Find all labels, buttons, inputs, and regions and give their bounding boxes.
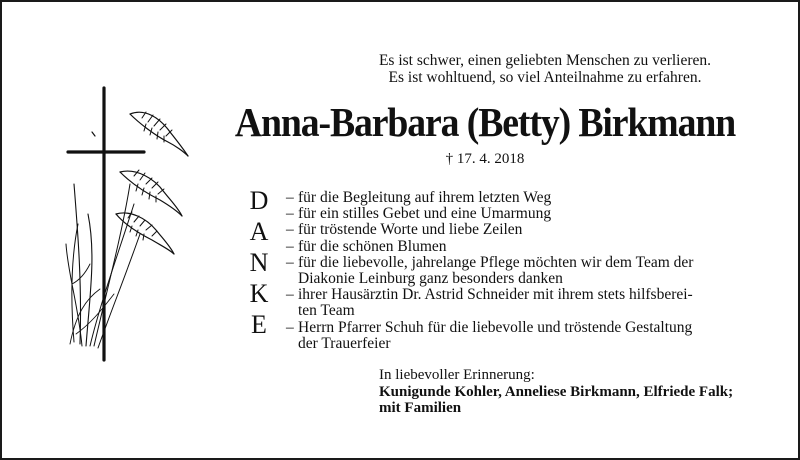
thanks-item	[286, 255, 756, 287]
thanks-line: ihrer Hausärztin Dr. Astrid Schneider mit ihrem stets hilfsberei-	[298, 286, 693, 304]
motto-line-2: Es ist wohltuend, so viel Anteilnahme zu erfahren.	[388, 69, 702, 86]
thanks-list	[286, 190, 756, 352]
thanks-line: für die Begleitung auf ihrem letzten Weg	[298, 189, 552, 206]
mourners-line-1: Kunigunde Kohler, Anneliese Birkmann, Elfriede Falk;	[379, 383, 734, 400]
cross-with-wheat-icon	[60, 84, 200, 364]
danke-letter: A	[249, 217, 269, 246]
death-date: † 17. 4. 2018	[445, 151, 525, 167]
dash: –	[286, 286, 294, 304]
dash: –	[286, 237, 294, 255]
motto	[340, 52, 750, 86]
thanks-line: für ein stilles Gebet und eine Umarmung	[298, 205, 552, 223]
dash: –	[286, 318, 294, 336]
danke-letter: N	[249, 248, 269, 277]
thanks-item	[286, 222, 756, 238]
danke-vertical	[245, 185, 273, 340]
thanks-line: Herrn Pfarrer Schuh für die liebevolle und tröstende Gestaltung	[298, 318, 693, 336]
memory-intro: In liebevoller Erinnerung:	[379, 367, 535, 383]
mourners-line-2: mit Familien	[379, 400, 462, 416]
dash: –	[286, 221, 294, 239]
thanks-line: für die liebevolle, jahrelange Pflege möchten wir dem Team der	[298, 253, 694, 271]
thanks-item	[286, 287, 756, 319]
memory-block	[379, 367, 779, 417]
thanks-item	[286, 190, 756, 206]
thanks-line: für tröstende Worte und liebe Zeilen	[298, 221, 523, 239]
danke-letter: D	[249, 186, 269, 215]
thanks-item	[286, 206, 756, 222]
danke-letter: E	[251, 310, 267, 339]
danke-letter: K	[249, 279, 269, 308]
thanks-line: ten Team	[298, 302, 355, 320]
thanks-line: für die schönen Blumen	[298, 237, 447, 255]
thanks-item	[286, 239, 756, 255]
thanks-item	[286, 320, 756, 352]
dash: –	[286, 253, 294, 271]
dash: –	[286, 205, 294, 223]
thanks-line: der Trauerfeier	[298, 334, 391, 352]
deceased-name: Anna-Barbara (Betty) Birkmann	[234, 99, 736, 145]
thanks-line: Diakonie Leinburg ganz besonders danken	[298, 270, 563, 288]
dash: –	[286, 189, 294, 206]
motto-line-1: Es ist schwer, einen geliebten Menschen zu verlieren.	[378, 52, 712, 69]
